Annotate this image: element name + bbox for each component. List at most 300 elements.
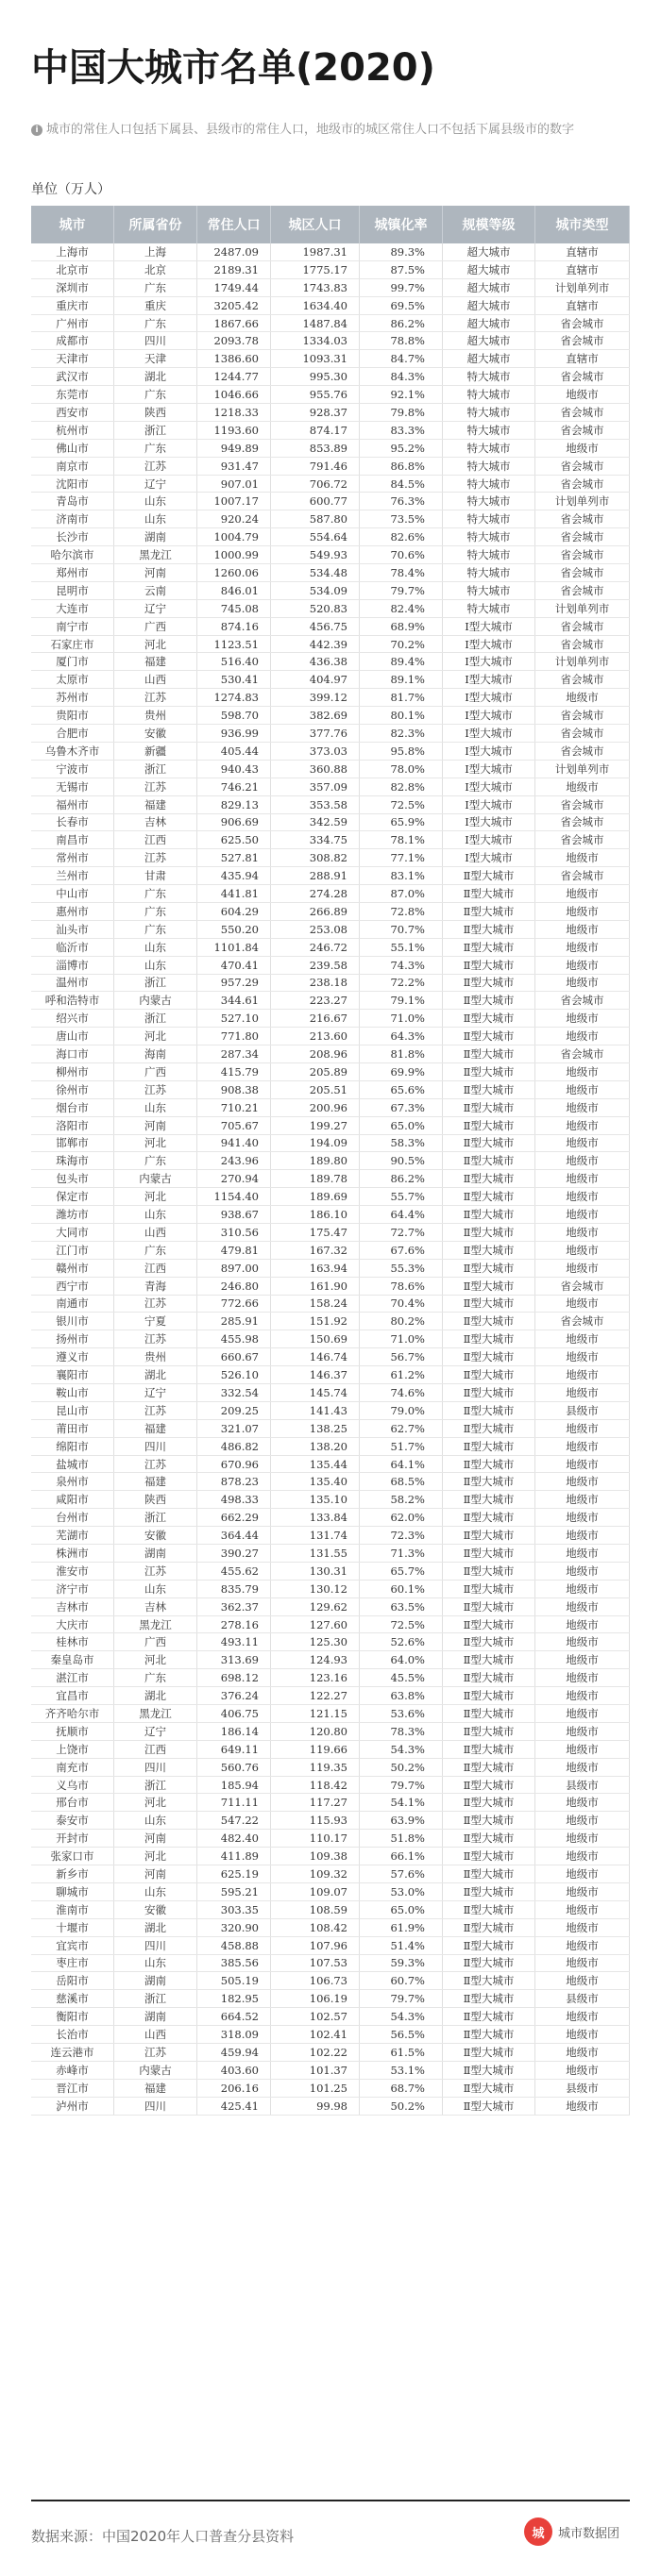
table-row — [31, 1759, 630, 1777]
cell-city: 岳阳市 — [31, 1972, 114, 1989]
table-row — [31, 493, 630, 510]
cell-population: 516.40 — [197, 653, 271, 670]
cell-city: 烟台市 — [31, 1099, 114, 1116]
cell-urban-population: 1775.17 — [271, 261, 360, 278]
cell-city-type: 计划单列市 — [535, 493, 630, 510]
cell-urban-population: 107.96 — [271, 1937, 360, 1954]
table-row — [31, 1794, 630, 1812]
table-row — [31, 1152, 630, 1170]
table-row — [31, 2062, 630, 2080]
cell-city-type: 地级市 — [535, 849, 630, 866]
cell-urbanization-rate: 56.5% — [360, 2026, 443, 2043]
cell-population: 745.08 — [197, 600, 271, 617]
cell-province: 贵州 — [114, 1348, 197, 1365]
cell-city: 邯郸市 — [31, 1135, 114, 1152]
cell-population: 182.95 — [197, 1990, 271, 2007]
cell-population: 2093.78 — [197, 332, 271, 349]
cell-city-type: 地级市 — [535, 1955, 630, 1972]
table-row — [31, 1081, 630, 1099]
cell-scale-level: Ⅱ型大城市 — [443, 1330, 535, 1347]
table-row — [31, 1010, 630, 1028]
cell-province: 四川 — [114, 332, 197, 349]
cell-urban-population: 436.38 — [271, 653, 360, 670]
table-row — [31, 350, 630, 368]
cell-urbanization-rate: 72.3% — [360, 1527, 443, 1544]
cell-urban-population: 377.76 — [271, 725, 360, 742]
cell-province: 四川 — [114, 1759, 197, 1776]
cell-urbanization-rate: 56.7% — [360, 1348, 443, 1365]
cell-city-type: 地级市 — [535, 1206, 630, 1223]
city-table — [31, 206, 630, 2116]
cell-city: 东莞市 — [31, 386, 114, 403]
cell-urban-population: 158.24 — [271, 1296, 360, 1313]
cell-city-type: 计划单列市 — [535, 653, 630, 670]
cell-urban-population: 239.58 — [271, 957, 360, 974]
cell-urban-population: 108.42 — [271, 1919, 360, 1936]
cell-scale-level: Ⅰ型大城市 — [443, 831, 535, 848]
cell-population: 938.67 — [197, 1206, 271, 1223]
cell-city-type: 地级市 — [535, 1812, 630, 1829]
cell-province: 辽宁 — [114, 476, 197, 493]
cell-scale-level: Ⅱ型大城市 — [443, 1081, 535, 1098]
table-row — [31, 261, 630, 279]
cell-population: 320.90 — [197, 1919, 271, 1936]
table-row — [31, 1777, 630, 1795]
cell-population: 441.81 — [197, 885, 271, 902]
cell-urban-population: 399.12 — [271, 689, 360, 706]
cell-urban-population: 109.32 — [271, 1865, 360, 1882]
cell-urbanization-rate: 99.7% — [360, 279, 443, 296]
cell-city-type: 省会城市 — [535, 582, 630, 599]
cell-scale-level: Ⅰ型大城市 — [443, 636, 535, 653]
cell-urbanization-rate: 67.3% — [360, 1099, 443, 1116]
cell-population: 310.56 — [197, 1224, 271, 1241]
cell-city: 潍坊市 — [31, 1206, 114, 1223]
cell-urbanization-rate: 82.8% — [360, 778, 443, 795]
cell-urban-population: 334.75 — [271, 831, 360, 848]
cell-scale-level: 超大城市 — [443, 279, 535, 296]
cell-province: 湖南 — [114, 1972, 197, 1989]
cell-scale-level: Ⅱ型大城市 — [443, 1384, 535, 1401]
cell-urban-population: 109.07 — [271, 1883, 360, 1900]
cell-city-type: 省会城市 — [535, 510, 630, 527]
cell-city-type: 地级市 — [535, 1598, 630, 1615]
cell-urban-population: 706.72 — [271, 476, 360, 493]
cell-urbanization-rate: 63.5% — [360, 1598, 443, 1615]
cell-province: 福建 — [114, 1420, 197, 1437]
cell-urban-population: 189.78 — [271, 1170, 360, 1187]
cell-population: 1007.17 — [197, 493, 271, 510]
cell-urban-population: 102.22 — [271, 2044, 360, 2061]
cell-urban-population: 161.90 — [271, 1278, 360, 1295]
cell-city-type: 地级市 — [535, 1010, 630, 1027]
cell-urban-population: 138.20 — [271, 1438, 360, 1455]
table-row — [31, 476, 630, 493]
cell-scale-level: Ⅱ型大城市 — [443, 1598, 535, 1615]
cell-urban-population: 955.76 — [271, 386, 360, 403]
cell-population: 505.19 — [197, 1972, 271, 1989]
cell-scale-level: Ⅰ型大城市 — [443, 849, 535, 866]
cell-population: 527.81 — [197, 849, 271, 866]
cell-province: 黑龙江 — [114, 546, 197, 563]
cell-urbanization-rate: 78.6% — [360, 1278, 443, 1295]
cell-urbanization-rate: 81.7% — [360, 689, 443, 706]
cell-province: 甘肃 — [114, 867, 197, 884]
cell-scale-level: Ⅱ型大城市 — [443, 1955, 535, 1972]
cell-scale-level: Ⅱ型大城市 — [443, 2044, 535, 2061]
cell-city-type: 地级市 — [535, 2062, 630, 2079]
cell-urbanization-rate: 79.8% — [360, 404, 443, 421]
cell-urban-population: 106.19 — [271, 1990, 360, 2007]
cell-city-type: 直辖市 — [535, 261, 630, 278]
table-row — [31, 992, 630, 1010]
cell-province: 浙江 — [114, 1010, 197, 1027]
cell-population: 829.13 — [197, 796, 271, 813]
cell-urban-population: 238.18 — [271, 975, 360, 992]
cell-scale-level: Ⅱ型大城市 — [443, 1063, 535, 1080]
cell-scale-level: Ⅱ型大城市 — [443, 1313, 535, 1330]
cell-province: 湖北 — [114, 1687, 197, 1704]
table-row — [31, 867, 630, 885]
cell-urbanization-rate: 82.4% — [360, 600, 443, 617]
cell-urban-population: 205.89 — [271, 1063, 360, 1080]
cell-city: 齐齐哈尔市 — [31, 1705, 114, 1722]
cell-urbanization-rate: 70.2% — [360, 636, 443, 653]
table-row — [31, 1028, 630, 1045]
cell-urban-population: 121.15 — [271, 1705, 360, 1722]
cell-scale-level: Ⅱ型大城市 — [443, 1278, 535, 1295]
cell-province: 广东 — [114, 386, 197, 403]
cell-population: 458.88 — [197, 1937, 271, 1954]
cell-urban-population: 135.10 — [271, 1491, 360, 1508]
table-row — [31, 1473, 630, 1491]
cell-city-type: 地级市 — [535, 1937, 630, 1954]
cell-population: 649.11 — [197, 1741, 271, 1758]
cell-city: 长治市 — [31, 2026, 114, 2043]
cell-urban-population: 995.30 — [271, 368, 360, 385]
cell-population: 415.79 — [197, 1063, 271, 1080]
table-row — [31, 1723, 630, 1741]
cell-city: 沈阳市 — [31, 476, 114, 493]
table-header — [31, 206, 630, 243]
cell-population: 598.70 — [197, 707, 271, 724]
cell-scale-level: Ⅰ型大城市 — [443, 796, 535, 813]
cell-city: 合肥市 — [31, 725, 114, 742]
cell-urbanization-rate: 87.0% — [360, 885, 443, 902]
cell-city: 杭州市 — [31, 422, 114, 439]
table-row — [31, 1812, 630, 1830]
cell-urban-population: 928.37 — [271, 404, 360, 421]
cell-city-type: 县级市 — [535, 1402, 630, 1419]
cell-urban-population: 186.10 — [271, 1206, 360, 1223]
cell-province: 福建 — [114, 653, 197, 670]
cell-urbanization-rate: 89.1% — [360, 671, 443, 688]
cell-scale-level: 特大城市 — [443, 510, 535, 527]
cell-city-type: 省会城市 — [535, 796, 630, 813]
cell-population: 705.67 — [197, 1117, 271, 1134]
cell-population: 186.14 — [197, 1723, 271, 1740]
cell-urbanization-rate: 58.3% — [360, 1135, 443, 1152]
cell-urban-population: 102.57 — [271, 2008, 360, 2025]
cell-urbanization-rate: 83.1% — [360, 867, 443, 884]
source-note: 数据来源：中国2020年人口普查分县资料 — [31, 2528, 295, 2545]
cell-urban-population: 1987.31 — [271, 243, 360, 260]
cell-urban-population: 874.17 — [271, 422, 360, 439]
cell-city: 南宁市 — [31, 618, 114, 635]
cell-province: 四川 — [114, 1937, 197, 1954]
table-row — [31, 689, 630, 707]
cell-urban-population: 357.09 — [271, 778, 360, 795]
cell-city-type: 省会城市 — [535, 422, 630, 439]
cell-population: 332.54 — [197, 1384, 271, 1401]
cell-urbanization-rate: 50.2% — [360, 2098, 443, 2115]
cell-population: 711.11 — [197, 1794, 271, 1811]
table-row — [31, 1598, 630, 1616]
cell-city: 赤峰市 — [31, 2062, 114, 2079]
cell-urban-population: 141.43 — [271, 1402, 360, 1419]
cell-city-type: 计划单列市 — [535, 600, 630, 617]
table-row — [31, 404, 630, 422]
header-city-type: 城市类型 — [535, 206, 630, 243]
cell-city: 昆山市 — [31, 1402, 114, 1419]
cell-scale-level: Ⅰ型大城市 — [443, 743, 535, 760]
cell-urbanization-rate: 65.7% — [360, 1563, 443, 1580]
cell-province: 海南 — [114, 1045, 197, 1062]
cell-city: 北京市 — [31, 261, 114, 278]
cell-province: 湖南 — [114, 2008, 197, 2025]
cell-province: 河北 — [114, 1188, 197, 1205]
cell-scale-level: Ⅱ型大城市 — [443, 1152, 535, 1169]
cell-urbanization-rate: 53.6% — [360, 1705, 443, 1722]
cell-scale-level: Ⅱ型大城市 — [443, 1919, 535, 1936]
cell-population: 547.22 — [197, 1812, 271, 1829]
cell-province: 浙江 — [114, 1509, 197, 1526]
cell-scale-level: Ⅱ型大城市 — [443, 1296, 535, 1313]
cell-city-type: 省会城市 — [535, 368, 630, 385]
table-row — [31, 1296, 630, 1313]
cell-scale-level: Ⅱ型大城市 — [443, 1206, 535, 1223]
cell-urban-population: 145.74 — [271, 1384, 360, 1401]
cell-scale-level: Ⅰ型大城市 — [443, 671, 535, 688]
cell-scale-level: 超大城市 — [443, 261, 535, 278]
cell-province: 福建 — [114, 796, 197, 813]
cell-scale-level: Ⅱ型大城市 — [443, 1830, 535, 1847]
cell-city: 开封市 — [31, 1830, 114, 1847]
cell-urbanization-rate: 62.0% — [360, 1509, 443, 1526]
cell-city-type: 地级市 — [535, 1330, 630, 1347]
cell-city: 上饶市 — [31, 1741, 114, 1758]
cell-city: 宁波市 — [31, 761, 114, 778]
cell-province: 河北 — [114, 1794, 197, 1811]
cell-city: 西安市 — [31, 404, 114, 421]
cell-urbanization-rate: 79.7% — [360, 582, 443, 599]
table-row — [31, 1990, 630, 2008]
cell-city: 济宁市 — [31, 1581, 114, 1597]
table-row — [31, 903, 630, 921]
cell-city: 张家口市 — [31, 1848, 114, 1865]
cell-city-type: 地级市 — [535, 2044, 630, 2061]
cell-province: 河北 — [114, 636, 197, 653]
cell-population: 2189.31 — [197, 261, 271, 278]
cell-scale-level: Ⅱ型大城市 — [443, 1848, 535, 1865]
cell-city: 十堰市 — [31, 1919, 114, 1936]
logo-text: 城市数据团 — [558, 2526, 620, 2541]
cell-urban-population: 101.25 — [271, 2080, 360, 2097]
cell-city-type: 地级市 — [535, 1296, 630, 1313]
table-row — [31, 510, 630, 528]
cell-urban-population: 216.67 — [271, 1010, 360, 1027]
cell-city-type: 地级市 — [535, 1420, 630, 1437]
cell-city: 吉林市 — [31, 1598, 114, 1615]
cell-urbanization-rate: 63.8% — [360, 1687, 443, 1704]
cell-province: 陕西 — [114, 404, 197, 421]
cell-scale-level: Ⅱ型大城市 — [443, 1687, 535, 1704]
table-row — [31, 546, 630, 564]
cell-city-type: 省会城市 — [535, 1278, 630, 1295]
cell-city: 昆明市 — [31, 582, 114, 599]
cell-urbanization-rate: 72.7% — [360, 1224, 443, 1241]
cell-city: 海口市 — [31, 1045, 114, 1062]
cell-city-type: 直辖市 — [535, 297, 630, 314]
cell-population: 526.10 — [197, 1366, 271, 1383]
cell-scale-level: Ⅱ型大城市 — [443, 2062, 535, 2079]
cell-province: 湖北 — [114, 1919, 197, 1936]
cell-urban-population: 288.91 — [271, 867, 360, 884]
cell-urbanization-rate: 86.2% — [360, 1170, 443, 1187]
cell-city-type: 地级市 — [535, 1794, 630, 1811]
cell-urbanization-rate: 70.7% — [360, 921, 443, 938]
cell-city-type: 地级市 — [535, 1224, 630, 1241]
table-row — [31, 1384, 630, 1402]
cell-population: 493.11 — [197, 1633, 271, 1650]
cell-city-type: 省会城市 — [535, 332, 630, 349]
cell-city: 抚顺市 — [31, 1723, 114, 1740]
cell-province: 江西 — [114, 1260, 197, 1277]
cell-province: 广东 — [114, 903, 197, 920]
cell-urbanization-rate: 83.3% — [360, 422, 443, 439]
cell-city: 泰安市 — [31, 1812, 114, 1829]
cell-city-type: 地级市 — [535, 1581, 630, 1597]
table-row — [31, 618, 630, 636]
cell-urbanization-rate: 52.6% — [360, 1633, 443, 1650]
cell-scale-level: Ⅱ型大城市 — [443, 867, 535, 884]
cell-city-type: 县级市 — [535, 2080, 630, 2097]
cell-population: 664.52 — [197, 2008, 271, 2025]
cell-urban-population: 133.84 — [271, 1509, 360, 1526]
cell-scale-level: Ⅱ型大城市 — [443, 2080, 535, 2097]
cell-urban-population: 130.31 — [271, 1563, 360, 1580]
cell-city: 包头市 — [31, 1170, 114, 1187]
cell-city: 苏州市 — [31, 689, 114, 706]
cell-scale-level: 特大城市 — [443, 600, 535, 617]
table-row — [31, 1545, 630, 1563]
cell-scale-level: Ⅱ型大城市 — [443, 1010, 535, 1027]
cell-urban-population: 150.69 — [271, 1330, 360, 1347]
cell-urban-population: 194.09 — [271, 1135, 360, 1152]
cell-urbanization-rate: 62.7% — [360, 1420, 443, 1437]
cell-urban-population: 308.82 — [271, 849, 360, 866]
cell-urban-population: 587.80 — [271, 510, 360, 527]
cell-city: 连云港市 — [31, 2044, 114, 2061]
table-row — [31, 1135, 630, 1153]
cell-province: 河北 — [114, 1848, 197, 1865]
cell-urbanization-rate: 78.3% — [360, 1723, 443, 1740]
cell-city: 青岛市 — [31, 493, 114, 510]
cell-urbanization-rate: 84.3% — [360, 368, 443, 385]
cell-city-type: 省会城市 — [535, 707, 630, 724]
cell-city: 义乌市 — [31, 1777, 114, 1794]
cell-urban-population: 119.66 — [271, 1741, 360, 1758]
table-row — [31, 332, 630, 350]
cell-population: 435.94 — [197, 867, 271, 884]
cell-urbanization-rate: 51.4% — [360, 1937, 443, 1954]
cell-scale-level: Ⅱ型大城市 — [443, 1705, 535, 1722]
cell-urban-population: 342.59 — [271, 814, 360, 831]
cell-population: 2487.09 — [197, 243, 271, 260]
cell-province: 广东 — [114, 279, 197, 296]
table-row — [31, 636, 630, 654]
cell-urbanization-rate: 54.1% — [360, 1794, 443, 1811]
cell-urban-population: 200.96 — [271, 1099, 360, 1116]
cell-scale-level: Ⅱ型大城市 — [443, 1099, 535, 1116]
cell-city: 珠海市 — [31, 1152, 114, 1169]
cell-population: 390.27 — [197, 1545, 271, 1562]
cell-city-type: 省会城市 — [535, 528, 630, 545]
cell-urban-population: 189.69 — [271, 1188, 360, 1205]
cell-urban-population: 151.92 — [271, 1313, 360, 1330]
cell-urbanization-rate: 57.6% — [360, 1865, 443, 1882]
cell-population: 527.10 — [197, 1010, 271, 1027]
table-row — [31, 1063, 630, 1081]
cell-province: 河南 — [114, 564, 197, 581]
cell-population: 550.20 — [197, 921, 271, 938]
note — [31, 121, 617, 140]
cell-scale-level: Ⅱ型大城市 — [443, 1028, 535, 1045]
cell-population: 406.75 — [197, 1705, 271, 1722]
cell-province: 山东 — [114, 957, 197, 974]
cell-urbanization-rate: 92.1% — [360, 386, 443, 403]
cell-population: 931.47 — [197, 458, 271, 475]
cell-urbanization-rate: 89.3% — [360, 243, 443, 260]
cell-city: 南京市 — [31, 458, 114, 475]
cell-province: 江苏 — [114, 689, 197, 706]
cell-population: 385.56 — [197, 1955, 271, 1972]
cell-city-type: 地级市 — [535, 386, 630, 403]
cell-province: 浙江 — [114, 975, 197, 992]
table-row — [31, 368, 630, 386]
table-row — [31, 831, 630, 849]
cell-city-type: 地级市 — [535, 1260, 630, 1277]
cell-scale-level: Ⅱ型大城市 — [443, 1651, 535, 1668]
cell-urbanization-rate: 69.5% — [360, 297, 443, 314]
cell-province: 内蒙古 — [114, 992, 197, 1009]
cell-urban-population: 1743.83 — [271, 279, 360, 296]
header-city: 城市 — [31, 206, 114, 243]
cell-urbanization-rate: 80.1% — [360, 707, 443, 724]
cell-urban-population: 130.12 — [271, 1581, 360, 1597]
cell-scale-level: Ⅱ型大城市 — [443, 1366, 535, 1383]
cell-province: 广东 — [114, 1242, 197, 1259]
cell-urbanization-rate: 70.4% — [360, 1296, 443, 1313]
cell-population: 425.41 — [197, 2098, 271, 2115]
cell-scale-level: Ⅱ型大城市 — [443, 921, 535, 938]
cell-population: 698.12 — [197, 1669, 271, 1686]
cell-urbanization-rate: 54.3% — [360, 2008, 443, 2025]
cell-population: 1244.77 — [197, 368, 271, 385]
cell-population: 1046.66 — [197, 386, 271, 403]
cell-urban-population: 146.37 — [271, 1366, 360, 1383]
cell-population: 1000.99 — [197, 546, 271, 563]
